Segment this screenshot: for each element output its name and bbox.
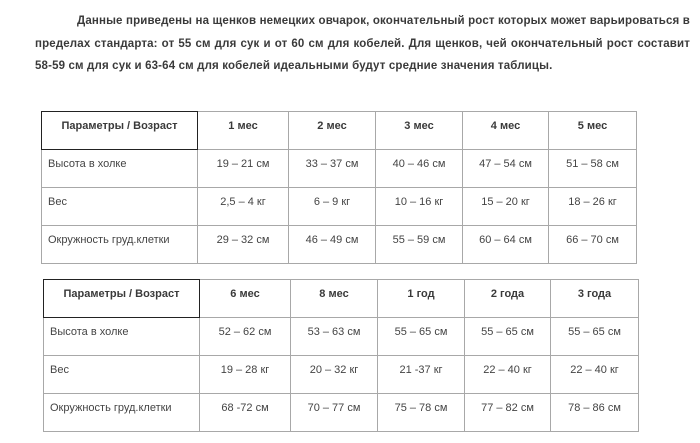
header-cell-age: 1 мес	[198, 112, 289, 150]
table-row-weight	[42, 188, 637, 226]
table-cell: 77 – 82 см	[465, 394, 551, 432]
table-cell: 68 -72 см	[200, 394, 291, 432]
table-cell: 78 – 86 см	[551, 394, 639, 432]
header-cell-age: 8 мес	[291, 280, 378, 318]
table-cell: 22 – 40 кг	[465, 356, 551, 394]
table-cell: 40 – 46 см	[376, 150, 463, 188]
table-row-chest	[42, 226, 637, 264]
row-label: Вес	[42, 188, 198, 226]
table-cell: 60 – 64 см	[463, 226, 549, 264]
table-cell: 66 – 70 см	[549, 226, 637, 264]
header-cell-age: 5 мес	[549, 112, 637, 150]
header-cell-age: 6 мес	[200, 280, 291, 318]
header-cell-age: 2 мес	[289, 112, 376, 150]
table-cell: 51 – 58 см	[549, 150, 637, 188]
table-cell: 33 – 37 см	[289, 150, 376, 188]
table-row-height	[42, 150, 637, 188]
table-cell: 53 – 63 см	[291, 318, 378, 356]
row-label: Окружность груд.клетки	[42, 226, 198, 264]
table-row-chest	[44, 394, 639, 432]
table-cell: 19 – 28 кг	[200, 356, 291, 394]
table-cell: 22 – 40 кг	[551, 356, 639, 394]
table-cell: 55 – 65 см	[551, 318, 639, 356]
table-cell: 29 – 32 см	[198, 226, 289, 264]
intro-text: Данные приведены на щенков немецких овчарок, окончательный рост которых может варьироваться в пределах стандарта: от 55 см для сук и от 60 см для кобелей. Для щенков, чей окончательный рост составит 58-59 см для сук и 63-64 см для кобелей идеальными будут средние значения таблицы.	[35, 15, 690, 72]
table-header-row	[42, 112, 637, 150]
table-row-height	[44, 318, 639, 356]
growth-table-2	[43, 279, 639, 432]
table-cell: 21 -37 кг	[378, 356, 465, 394]
row-label: Высота в холке	[42, 150, 198, 188]
table-cell: 2,5 – 4 кг	[198, 188, 289, 226]
table-cell: 55 – 65 см	[378, 318, 465, 356]
table-cell: 20 – 32 кг	[291, 356, 378, 394]
row-label: Окружность груд.клетки	[44, 394, 200, 432]
table-cell: 19 – 21 см	[198, 150, 289, 188]
table-cell: 75 – 78 см	[378, 394, 465, 432]
table-cell: 6 – 9 кг	[289, 188, 376, 226]
table-cell: 18 – 26 кг	[549, 188, 637, 226]
header-cell-parameters: Параметры / Возраст	[42, 112, 198, 150]
growth-table-1	[41, 111, 637, 264]
header-cell-age: 1 год	[378, 280, 465, 318]
header-cell-age: 3 мес	[376, 112, 463, 150]
table-cell: 55 – 59 см	[376, 226, 463, 264]
table-cell: 47 – 54 см	[463, 150, 549, 188]
header-cell-parameters: Параметры / Возраст	[44, 280, 200, 318]
intro-paragraph	[35, 10, 690, 78]
table-cell: 10 – 16 кг	[376, 188, 463, 226]
table-cell: 15 – 20 кг	[463, 188, 549, 226]
header-cell-age: 2 года	[465, 280, 551, 318]
table-cell: 55 – 65 см	[465, 318, 551, 356]
header-cell-age: 3 года	[551, 280, 639, 318]
header-cell-age: 4 мес	[463, 112, 549, 150]
table-cell: 70 – 77 см	[291, 394, 378, 432]
table-cell: 52 – 62 см	[200, 318, 291, 356]
row-label: Вес	[44, 356, 200, 394]
table-row-weight	[44, 356, 639, 394]
table-header-row	[44, 280, 639, 318]
row-label: Высота в холке	[44, 318, 200, 356]
table-cell: 46 – 49 см	[289, 226, 376, 264]
